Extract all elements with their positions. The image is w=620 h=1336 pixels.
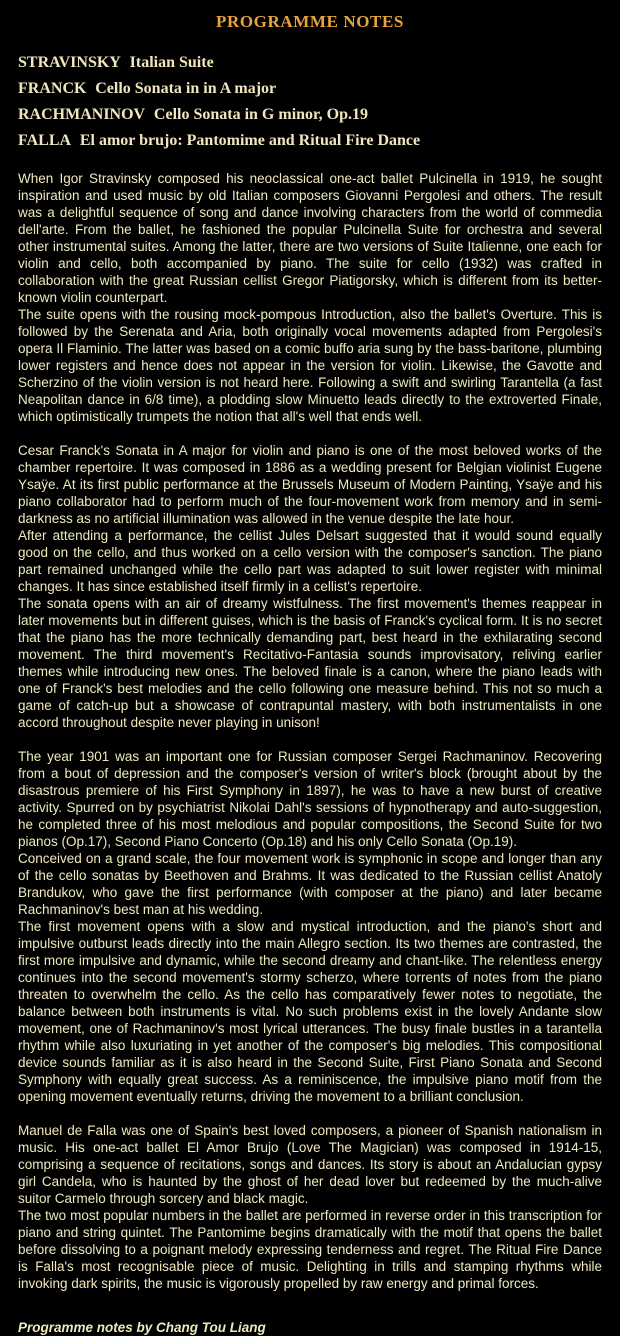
composer-name: FALLA — [18, 132, 72, 149]
composer-name: FRANCK — [18, 80, 87, 97]
section-franck — [18, 442, 602, 731]
paragraph: Manuel de Falla was one of Spain's best loved composers, a pioneer of Spanish nationalism in music. His one-act ballet El Amor Brujo (Love The Magician) was composed in 1914-15, comprising a sequence of recitations, songs and dances. Its story is about an Andalucian gypsy girl Candela, who is haunted by the ghost of her dead lover but redeemed by the much-alive suitor Carmelo through sorcery and black magic. — [18, 1123, 602, 1206]
paragraph: Conceived on a grand scale, the four movement work is symphonic in scope and longer than any of the cello sonatas by Beethoven and Brahms. It was dedicated to the Russian cellist Anatoly Brandukov, who gave the first performance (with composer at the piano) and later became Rachmaninov's best man at his wedding. — [18, 851, 602, 917]
paragraph: The suite opens with the rousing mock-pompous Introduction, also the ballet's Overture. This is followed by the Serenata and Aria, both originally vocal movements adapted from Pergolesi's opera Il Flaminio. The latter was based on a comic buffo aria sung by the bass-baritone, plumbing lower registers and hence does not appear in the version for violin. Likewise, the Gavotte and Scherzino of the violin version is not heard here. Following a swift and swirling Tarantella (a fast Neapolitan dance in 6/8 time), a plodding slow Minuetto leads directly to the extroverted Finale, which optimistically trumpets the notion that all's well that ends well. — [18, 307, 602, 424]
programme-item-falla — [18, 128, 602, 154]
paragraph: When Igor Stravinsky composed his neoclassical one-act ballet Pulcinella in 1919, he sought inspiration and used music by old Italian composers Giovanni Pergolesi and others. The result was a delightful sequence of song and dance involving characters from the world of commedia dell'arte. From the ballet, he fashioned the popular Pulcinella Suite for orchestra and several other instrumental suites. Among the latter, there are two versions of Suite Italienne, one each for violin and cello, both accompanied by piano. The suite for cello (1932) was crafted in collaboration with the great Russian cellist Gregor Piatigorsky, which is different from its better-known violin counterpart. — [18, 171, 602, 305]
credit-line: Programme notes by Chang Tou Liang — [18, 1320, 266, 1335]
paragraph: The sonata opens with an air of dreamy wistfulness. The first movement's themes reappear in later movements but in different guises, which is the basis of Franck's cyclical form. It is no secret that the piano has the more technically demanding part, best heard in the exhilarating second movement. The third movement's Recitativo-Fantasia sounds improvisatory, reliving earlier themes while introducing new ones. The beloved finale is a canon, where the piano leads with one of Franck's best melodies and the cello following one measure behind. This not so much a game of catch-up but a showcase of contrapuntal mastery, with both instrumentalists in one accord throughout despite never playing in unison! — [18, 596, 602, 730]
work-title: Cello Sonata in in A major — [95, 80, 277, 97]
work-title: Cello Sonata in G minor, Op.19 — [153, 106, 369, 123]
section-rachmaninov — [18, 748, 602, 1105]
paragraph: After attending a performance, the cellist Jules Delsart suggested that it would sound equally good on the cello, and thus worked on a cello version with the composer's sanction. The piano part remained unchanged while the cello part was adapted to suit lower register with minimal changes. It has since established itself firmly in a cellist's repertoire. — [18, 528, 602, 594]
programme-notes-body — [18, 170, 602, 1336]
paragraph: The year 1901 was an important one for Russian composer Sergei Rachmaninov. Recovering from a bout of depression and the composer's version of writer's block (brought about by the disastrous premiere of his First Symphony in 1897), he was to have a new burst of creative activity. Spurred on by psychiatrist Nikolai Dahl's sessions of hypnotherapy and auto-suggestion, he completed three of his most melodious and popular compositions, the Second Suite for two pianos (Op.17), Second Piano Concerto (Op.18) and his only Cello Sonata (Op.19). — [18, 749, 602, 849]
work-title: Italian Suite — [129, 54, 214, 71]
composer-name: STRAVINSKY — [18, 54, 121, 71]
section-stravinsky — [18, 170, 602, 425]
programme-list — [18, 50, 602, 154]
paragraph: The two most popular numbers in the ballet are performed in reverse order in this transcription for piano and string quintet. The Pantomime begins dramatically with the motif that opens the ballet before dissolving to a poignant melody expressing tenderness and regret. The Ritual Fire Dance is Falla's most recognisable piece of music. Delighting in trills and stamping rhythms while invoking dark spirits, the music is vigorously propelled by raw energy and primal forces. — [18, 1208, 602, 1291]
programme-item-franck — [18, 76, 602, 102]
work-title: El amor brujo: Pantomime and Ritual Fire Dance — [79, 132, 421, 149]
page-title: PROGRAMME NOTES — [216, 12, 404, 31]
paragraph: The first movement opens with a slow and mystical introduction, and the piano's short and impulsive outburst leads directly into the main Allegro section. Its two themes are contrasted, the first more impulsive and dynamic, while the second dreamy and chant-like. The relentless energy continues into the second movement's stormy scherzo, where torrents of notes from the piano threaten to overwhelm the cello. As the cello has comparatively fewer notes to negotiate, the balance between both instruments is vital. No such problems exist in the lovely Andante slow movement, one of Rachmaninov's most lyrical utterances. The busy finale bustles in a tarantella rhythm while also luxuriating in yet another of the composer's big melodies. This compositional device sounds familiar as it is also heard in the Second Suite, First Piano Sonata and Second Symphony with equally great success. As a reminiscence, the impulsive piano motif from the opening movement eventually returns, driving the movement to a brilliant conclusion. — [18, 919, 602, 1104]
section-falla — [18, 1122, 602, 1292]
composer-name: RACHMANINOV — [18, 106, 146, 123]
paragraph: Cesar Franck's Sonata in A major for violin and piano is one of the most beloved works of the chamber repertoire. It was composed in 1886 as a wedding present for Belgian violinist Eugene Ysaÿe. At its first public performance at the Brussels Museum of Modern Painting, Ysaÿe and his piano collaborator had to perform much of the four-movement work from memory and in semi-darkness as no artificial illumination was allowed in the venue despite the late hour. — [18, 443, 602, 526]
programme-item-stravinsky — [18, 50, 602, 76]
programme-item-rachmaninov — [18, 102, 602, 128]
